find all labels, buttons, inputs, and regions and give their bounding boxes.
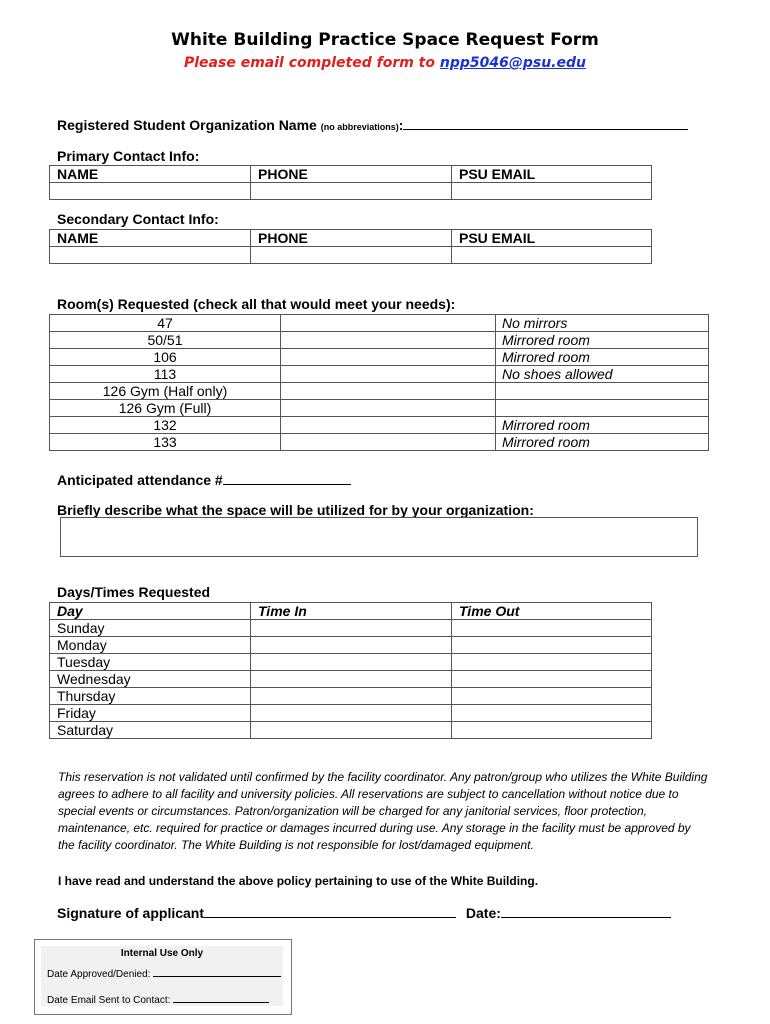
usage-textbox[interactable] <box>60 517 698 557</box>
org-name-note: (no abbreviations) <box>320 122 399 132</box>
room-row <box>50 332 709 349</box>
time-in-field[interactable] <box>251 637 452 654</box>
secondary-phone-header: PHONE <box>251 230 452 247</box>
room-name: 113 <box>50 366 281 383</box>
org-name-colon: : <box>398 117 404 133</box>
usage-label: Briefly describe what the space will be utilized for by your organization: <box>57 502 534 518</box>
room-row <box>50 315 709 332</box>
day-name: Friday <box>50 705 251 722</box>
time-out-field[interactable] <box>452 671 652 688</box>
days-label: Days/Times Requested <box>57 584 211 600</box>
day-row <box>50 620 652 637</box>
time-in-field[interactable] <box>251 620 452 637</box>
day-row <box>50 688 652 705</box>
internal-use-box <box>34 939 292 1015</box>
room-row <box>50 417 709 434</box>
room-note: Mirrored room <box>496 332 709 349</box>
secondary-name-header: NAME <box>50 230 251 247</box>
approved-label: Date Approved/Denied: <box>47 969 151 980</box>
room-note: No mirrors <box>496 315 709 332</box>
day-name: Thursday <box>50 688 251 705</box>
rooms-table <box>49 314 709 451</box>
time-out-field[interactable] <box>452 620 652 637</box>
secondary-contact-table <box>49 229 652 264</box>
email-instruction-text: Please email completed form to <box>184 55 440 71</box>
room-checkbox[interactable] <box>281 383 496 400</box>
time-out-field[interactable] <box>452 705 652 722</box>
time-out-field[interactable] <box>452 654 652 671</box>
day-name: Monday <box>50 637 251 654</box>
time-out-field[interactable] <box>452 637 652 654</box>
primary-phone-field[interactable] <box>251 183 452 200</box>
room-name: 132 <box>50 417 281 434</box>
room-checkbox[interactable] <box>281 366 496 383</box>
attendance-label: Anticipated attendance # <box>57 472 223 488</box>
signature-field[interactable] <box>204 903 456 918</box>
room-note: Mirrored room <box>496 434 709 451</box>
room-row <box>50 383 709 400</box>
time-out-field[interactable] <box>452 722 652 739</box>
room-row <box>50 366 709 383</box>
day-row <box>50 722 652 739</box>
room-note <box>496 400 709 417</box>
room-note <box>496 383 709 400</box>
internal-use-panel <box>41 946 283 1006</box>
time-out-header: Time Out <box>452 603 652 620</box>
room-note: Mirrored room <box>496 349 709 366</box>
primary-email-header: PSU EMAIL <box>452 166 652 183</box>
room-checkbox[interactable] <box>281 400 496 417</box>
date-label: Date: <box>465 905 501 921</box>
policy-acknowledgement: I have read and understand the above policy pertaining to use of the White Building. <box>58 874 539 888</box>
primary-name-header: NAME <box>50 166 251 183</box>
room-name: 126 Gym (Half only) <box>50 383 281 400</box>
secondary-email-header: PSU EMAIL <box>452 230 652 247</box>
secondary-contact-label: Secondary Contact Info: <box>57 211 219 227</box>
internal-use-title: Internal Use Only <box>120 948 204 959</box>
room-name: 106 <box>50 349 281 366</box>
primary-contact-label: Primary Contact Info: <box>57 148 200 164</box>
secondary-phone-field[interactable] <box>251 247 452 264</box>
room-note: No shoes allowed <box>496 366 709 383</box>
day-name: Tuesday <box>50 654 251 671</box>
attendance-row <box>57 470 351 488</box>
time-in-field[interactable] <box>251 722 452 739</box>
room-row <box>50 400 709 417</box>
org-name-row <box>57 115 688 133</box>
email-instruction <box>0 55 770 71</box>
secondary-name-field[interactable] <box>50 247 251 264</box>
primary-contact-table <box>49 165 652 200</box>
room-row <box>50 349 709 366</box>
room-checkbox[interactable] <box>281 315 496 332</box>
room-checkbox[interactable] <box>281 417 496 434</box>
primary-email-field[interactable] <box>452 183 652 200</box>
day-row <box>50 671 652 688</box>
secondary-email-field[interactable] <box>452 247 652 264</box>
email-sent-row <box>47 992 269 1006</box>
org-name-label: Registered Student Organization Name <box>57 117 317 133</box>
time-in-field[interactable] <box>251 705 452 722</box>
room-name: 47 <box>50 315 281 332</box>
email-link[interactable]: npp5046@psu.edu <box>439 55 586 71</box>
signature-label: Signature of applicant <box>57 905 205 921</box>
room-row <box>50 434 709 451</box>
day-row <box>50 705 652 722</box>
email-sent-label: Date Email Sent to Contact: <box>47 995 171 1006</box>
rooms-label: Room(s) Requested (check all that would meet your needs): <box>57 296 456 312</box>
room-name: 133 <box>50 434 281 451</box>
day-header: Day <box>50 603 251 620</box>
primary-phone-header: PHONE <box>251 166 452 183</box>
form-title: White Building Practice Space Request Form <box>171 30 599 50</box>
day-row <box>50 654 652 671</box>
time-in-field[interactable] <box>251 671 452 688</box>
room-checkbox[interactable] <box>281 332 496 349</box>
time-in-field[interactable] <box>251 654 452 671</box>
days-table <box>49 602 652 739</box>
attendance-field[interactable] <box>223 470 351 485</box>
time-in-header: Time In <box>251 603 452 620</box>
room-checkbox[interactable] <box>281 349 496 366</box>
room-checkbox[interactable] <box>281 434 496 451</box>
signature-row <box>57 903 671 921</box>
email-sent-field[interactable] <box>173 992 269 1003</box>
primary-name-field[interactable] <box>50 183 251 200</box>
org-name-field[interactable] <box>403 115 688 130</box>
day-name: Saturday <box>50 722 251 739</box>
room-name: 126 Gym (Full) <box>50 400 281 417</box>
room-note: Mirrored room <box>496 417 709 434</box>
time-out-field[interactable] <box>452 688 652 705</box>
policy-text: This reservation is not validated until confirmed by the facility coordinator. Any patron/group who utilizes the White Building agrees to adhere to all facility and university policies. All reservations are subject to cancellation without notice due to special events or circumstances. Patron/organization will be charged for any janitorial services, floor protection, maintenance, etc. required for practice or damages incurred during use. Any storage in the facility must be approved by the facility coordinator. The White Building is not responsible for lost/damaged equipment. <box>58 770 708 852</box>
day-row <box>50 637 652 654</box>
day-name: Wednesday <box>50 671 251 688</box>
room-name: 50/51 <box>50 332 281 349</box>
time-in-field[interactable] <box>251 688 452 705</box>
approved-row <box>47 966 281 980</box>
date-field[interactable] <box>501 903 671 918</box>
approved-field[interactable] <box>153 966 281 977</box>
day-name: Sunday <box>50 620 251 637</box>
